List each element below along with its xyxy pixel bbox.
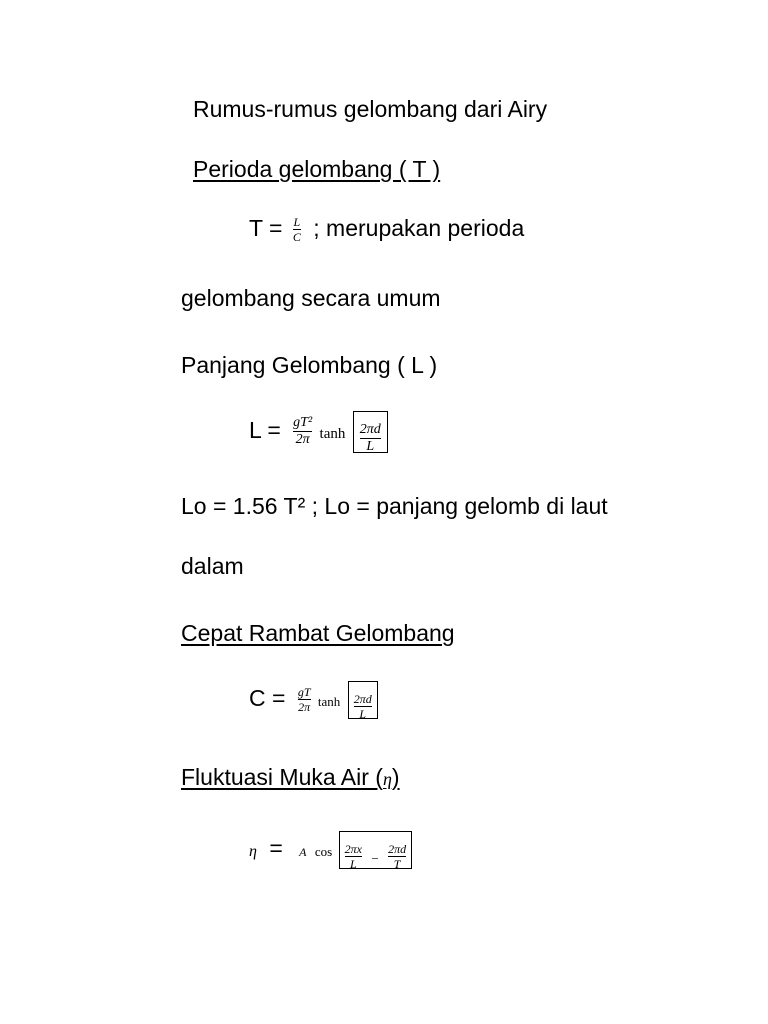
fluktuasi-term-2 xyxy=(388,843,406,871)
fluktuasi-title-prefix: Fluktuasi Muka Air ( xyxy=(181,764,383,790)
fluktuasi-function: cos xyxy=(314,844,333,859)
cepat-argument-numerator: 2πd xyxy=(353,691,372,706)
panjang-function: tanh xyxy=(319,426,346,442)
panjang-fraction xyxy=(293,416,312,448)
panjang-formula xyxy=(249,406,388,454)
panjang-argument-numerator: 2πd xyxy=(359,421,381,437)
fluktuasi-bracket xyxy=(339,831,412,872)
cepat-lhs: C = xyxy=(249,685,286,711)
panjang-bracket xyxy=(353,411,388,453)
fluktuasi-amplitude: A xyxy=(299,845,307,859)
perioda-lhs: T = xyxy=(249,215,283,241)
cepat-bracket xyxy=(348,681,378,722)
fluktuasi-minus: − xyxy=(371,850,379,866)
cepat-argument-denominator: L xyxy=(359,707,367,722)
panjang-argument xyxy=(360,423,381,455)
fluktuasi-term-1-numerator: 2πx xyxy=(344,841,362,856)
cepat-argument xyxy=(354,693,372,721)
cepat-formula xyxy=(249,676,378,720)
panjang-note: Lo = 1.56 T² ; Lo = panjang gelomb di laut xyxy=(181,493,608,519)
perioda-fraction xyxy=(293,216,301,244)
panjang-title: Panjang Gelombang ( L ) xyxy=(181,352,438,378)
fluktuasi-formula xyxy=(249,826,412,870)
cepat-numerator: gT xyxy=(297,684,311,699)
fluktuasi-term-2-numerator: 2πd xyxy=(388,841,407,856)
cepat-fraction xyxy=(298,686,311,714)
fluktuasi-equals: = xyxy=(269,835,283,861)
cepat-title: Cepat Rambat Gelombang xyxy=(181,620,455,646)
panjang-lhs: L = xyxy=(249,417,281,443)
perioda-numerator: L xyxy=(293,214,301,229)
fluktuasi-title-eta: η xyxy=(382,769,392,789)
panjang-note-continued: dalam xyxy=(181,553,244,579)
fluktuasi-lhs-symbol: η xyxy=(249,843,257,860)
panjang-numerator: gT² xyxy=(293,414,313,430)
fluktuasi-term-2-denominator: T xyxy=(393,857,401,872)
cepat-denominator: 2π xyxy=(298,700,311,715)
fluktuasi-title xyxy=(181,763,400,793)
perioda-description-continued: gelombang secara umum xyxy=(181,285,441,311)
cepat-function: tanh xyxy=(317,694,341,709)
perioda-description: ; merupakan perioda xyxy=(313,215,525,241)
perioda-denominator: C xyxy=(292,230,301,245)
panjang-denominator: 2π xyxy=(295,432,310,448)
fluktuasi-term-1 xyxy=(345,843,362,871)
perioda-formula xyxy=(249,208,524,248)
fluktuasi-title-suffix: ) xyxy=(391,764,400,790)
perioda-title: Perioda gelombang ( T ) xyxy=(193,156,441,182)
fluktuasi-term-1-denominator: L xyxy=(349,857,357,872)
document-heading: Rumus-rumus gelombang dari Airy xyxy=(193,96,548,122)
panjang-argument-denominator: L xyxy=(366,439,375,455)
